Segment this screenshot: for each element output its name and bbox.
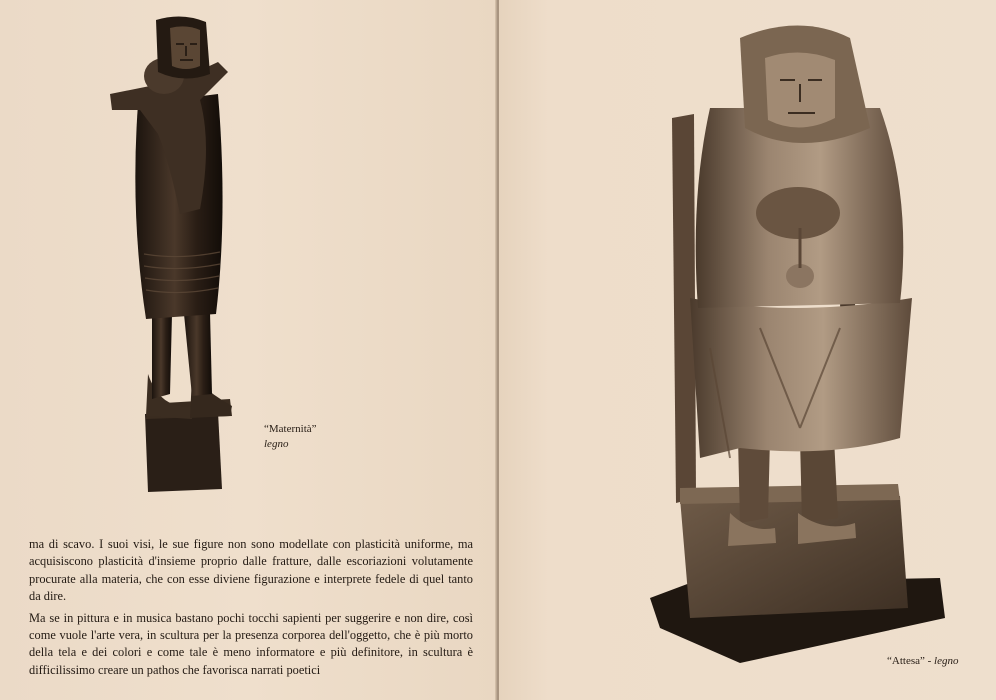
maternita-title: “Maternità” <box>264 423 317 435</box>
attesa-sculpture-photo <box>650 18 945 668</box>
paragraph-1: ma di scavo. I suoi visi, le sue figure non sono modellate con plasticità uniforme, ma acquisiscono plasticità d'insieme proprio dalle fratture, dalle escoriazioni volutamente procurate alla materia, che con esse diviene figurazione e interprete fedele di quel tanto da dire. <box>29 537 473 604</box>
maternita-medium: legno <box>264 438 289 450</box>
attesa-title: “Attesa” <box>887 655 925 667</box>
body-text <box>29 536 473 683</box>
left-page <box>0 0 497 700</box>
maternita-sculpture-photo <box>100 14 250 494</box>
paragraph-2: Ma se in pittura e in musica bastano pochi tocchi sapienti per suggerire e non dire, così come vuole l'arte vera, in scultura per la presenza corporea dell'oggetto, che è più morto della tela e dei colori e come tale è meno informatore e più definitore, in scultura è difficilissimo creare un pathos che favorisca narrati poetici <box>29 610 473 677</box>
maternita-caption <box>264 422 317 452</box>
right-page <box>499 0 996 700</box>
attesa-caption <box>887 654 959 669</box>
attesa-separator: - <box>924 655 935 667</box>
attesa-medium: legno <box>934 655 959 667</box>
